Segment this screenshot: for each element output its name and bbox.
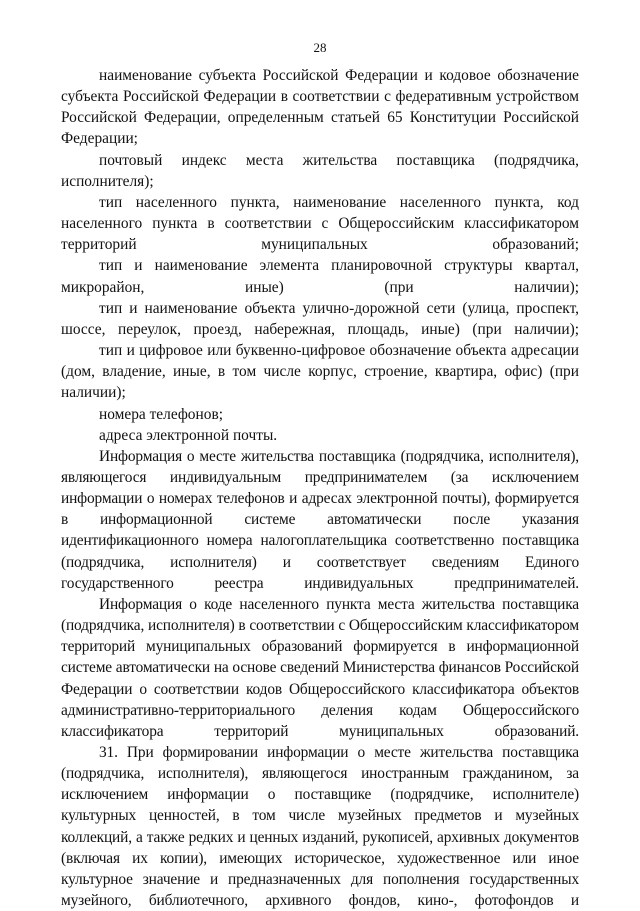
paragraph-subject-name: наименование субъекта Российской Федерации и кодовое обозначение субъекта Российской Федерации в соответствии с федеративным устройством Российской Федерации, определенным статьей 65 Конституции Российской Федерации; bbox=[61, 67, 579, 148]
paragraph-road-network: тип и наименование объекта улично-дорожной сети (улица, проспект, шоссе, переулок, проезд, набережная, площадь, иные) (при наличии); bbox=[61, 299, 579, 338]
paragraph-individual-entrepreneur: Информация о месте жительства поставщика (подрядчика, исполнителя), являющегося индивидуальным предпринимателем (за исключением информации о номерах телефонов и адресах электронной почты), формируется в информационной системе автоматически после указания идентификационного номера налогоплательщика соответственно поставщика (подрядчика, исполнителя) и соответствует сведениям Единого государственного реестра индивидуальных предпринимателей. bbox=[61, 447, 579, 592]
page-number: 28 bbox=[313, 40, 327, 55]
paragraph-31-foreign-citizen: 31. При формировании информации о месте жительства поставщика (подрядчика, исполнителя), являющегося иностранным гражданином, за исключением информации о поставщике (подрядчике, исполнителе) культурных ценностей, в том числе музейных предметов и музейных коллекций, а также редких и ценных изданий, рукописей, архивных документов (включая их копии), имеющих историческое, художественное или иное культурное значение и предназначенных для пополнения государственных музейного, библиотечного, архивного фондов, кино-, фотофондов и bbox=[61, 744, 579, 910]
document-body bbox=[61, 65, 579, 911]
paragraph-addressing-object: тип и цифровое или буквенно-цифровое обозначение объекта адресации (дом, владение, иные, в том числе корпус, строение, квартира, офис) (при наличии); bbox=[61, 342, 579, 402]
paragraph-postal-index: почтовый индекс места жительства поставщика (подрядчика, исполнителя); bbox=[61, 151, 579, 190]
paragraph-planning-element: тип и наименование элемента планировочной структуры квартал, микрорайон, иные) (при наличии); bbox=[61, 257, 579, 296]
paragraph-settlement-type: тип населенного пункта, наименование населенного пункта, код населенного пункта в соответствии с Общероссийским классификатором территорий муниципальных образований; bbox=[61, 193, 579, 254]
paragraph-emails: адреса электронной почты. bbox=[99, 426, 278, 444]
paragraph-settlement-code: Информация о коде населенного пункта места жительства поставщика (подрядчика, исполнителя) в соответствии с Общероссийским классификатором территорий муниципальных образований формируется в информационной системе автоматически на основе сведений Министерства финансов Российской Федерации о соответствии кодов Общероссийского классификатора объектов административно-территориального деления кодам Общероссийского классификатора территорий муниципальных образований. bbox=[61, 595, 580, 740]
paragraph-phones: номера телефонов; bbox=[99, 405, 223, 423]
